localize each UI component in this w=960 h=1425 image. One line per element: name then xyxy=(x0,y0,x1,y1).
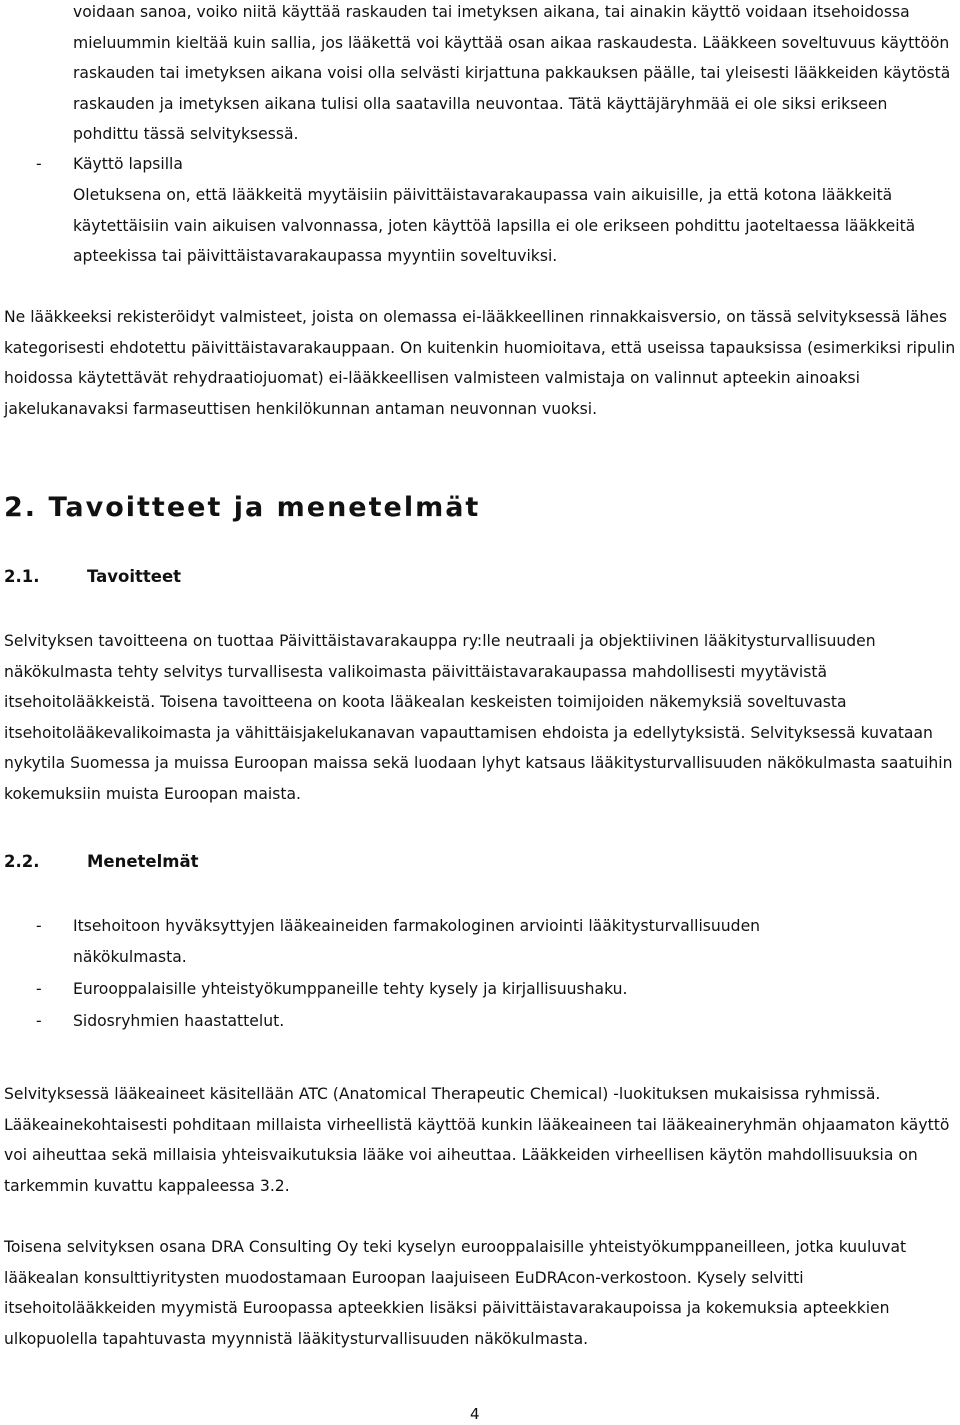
section-heading: 2. Tavoitteet ja menetelmät xyxy=(4,492,481,523)
list-item-text: Itsehoitoon hyväksyttyjen lääkeaineiden farmakologinen arviointi lääkitysturvallisuuden näkökulmasta. xyxy=(73,917,761,966)
continuation-paragraph: voidaan sanoa, voiko niitä käyttää raskauden tai imetyksen aikana, tai ainakin käyttö voidaan itsehoidossa mieluummin kieltää kuin sallia, jos lääkettä voi käyttää osan aikaa raskaudesta. Lääkkeen soveltuvuus käyttöön raskauden tai imetyksen aikana voisi olla selvästi kirjattuna pakkauksen päälle, tai yleisesti lääkkeiden käytöstä raskauden ja imetyksen aikana tulisi olla saatavilla neuvontaa. Tätä käyttäjäryhmää ei ole siksi erikseen pohdittu tässä selvityksessä. xyxy=(73,3,951,143)
subsection-heading-methods xyxy=(4,847,199,877)
page-number: 4 xyxy=(470,1405,480,1423)
dra-paragraph: Toisena selvityksen osana DRA Consulting Oy teki kyselyn eurooppalaisille yhteistyökumppaneilleen, jotka kuuluvat lääkealan konsulttiyritysten muodostamaan Euroopan laajuiseen EuDRAcon-verkostoon. Kysely selvitti itsehoitolääkkeiden myymistä Euroopassa apteekkien lisäksi päivittäistavarakaupoissa ja kokemuksia apteekkien ulkopuolella tapahtuvasta myynnistä lääkitysturvallisuuden näkökulmasta. xyxy=(4,1238,907,1348)
subsection-heading-goals xyxy=(4,562,181,592)
subsection-number: 2.1. xyxy=(4,567,40,586)
children-paragraph: Oletuksena on, että lääkkeitä myytäisiin päivittäistavarakaupassa vain aikuisille, ja että kotona lääkkeitä käytettäisiin vain aikuisen valvonnassa, joten käyttöä lapsilla ei ole erikseen pohdittu jaoteltaessa lääkkeitä apteekissa tai päivittäistavarakaupassa myyntiin soveltuviksi. xyxy=(73,186,916,265)
subsection-title: Menetelmät xyxy=(87,852,199,871)
list-dash: - xyxy=(36,155,42,173)
nonregistered-paragraph: Ne lääkkeeksi rekisteröidyt valmisteet, joista on olemassa ei-lääkkeellinen rinnakkaisversio, on tässä selvityksessä lähes kategorisesti ehdotettu päivittäistavarakauppaan. On kuitenkin huomioitava, että useissa tapauksissa (esimerkiksi ripulin hoidossa käytettävät rehydraatiojuomat) ei-lääkkeellisen valmisteen valmistaja on valinnut apteekin ainoaksi jakelukanavaksi farmaseuttisen henkilökunnan antaman neuvonnan vuoksi. xyxy=(4,308,956,418)
list-dash: - xyxy=(36,980,42,998)
subsection-number: 2.2. xyxy=(4,852,40,871)
list-item-text: Eurooppalaisille yhteistyökumppaneille tehty kysely ja kirjallisuushaku. xyxy=(73,980,628,998)
list-item-text: Sidosryhmien haastattelut. xyxy=(73,1012,285,1030)
list-item-label: Käyttö lapsilla xyxy=(73,155,183,173)
list-dash: - xyxy=(36,1012,42,1030)
subsection-title: Tavoitteet xyxy=(87,567,182,586)
atc-paragraph: Selvityksessä lääkeaineet käsitellään ATC (Anatomical Therapeutic Chemical) -luokituksen mukaisissa ryhmissä. Lääkeainekohtaisesti pohditaan millaista virheellistä käyttöä kunkin lääkeaineen tai lääkeaineryhmän ohjaamaton käyttö voi aiheuttaa sekä millaisia yhteisvaikutuksia lääke voi aiheuttaa. Lääkkeiden virheellisen käytön mahdollisuuksia on tarkemmin kuvattu kappaleessa 3.2. xyxy=(4,1085,950,1195)
list-dash: - xyxy=(36,917,42,935)
goals-paragraph: Selvityksen tavoitteena on tuottaa Päivittäistavarakauppa ry:lle neutraali ja objektiivinen lääkitysturvallisuuden näkökulmasta tehty selvitys turvallisesta valikoimasta päivittäistavarakaupassa mahdollisesti myytävistä itsehoitolääkkeistä. Toisena tavoitteena on koota lääkealan keskeisten toimijoiden näkemyksiä soveltuvasta itsehoitolääkevalikoimasta ja vähittäisjakelukanavan vapauttamisen ehdoista ja edellytyksistä. Selvityksessä kuvataan nykytila Suomessa ja muissa Euroopan maissa sekä luodaan lyhyt katsaus lääkitysturvallisuuden näkökulmasta saatuihin kokemuksiin muista Euroopan maista. xyxy=(4,632,953,803)
